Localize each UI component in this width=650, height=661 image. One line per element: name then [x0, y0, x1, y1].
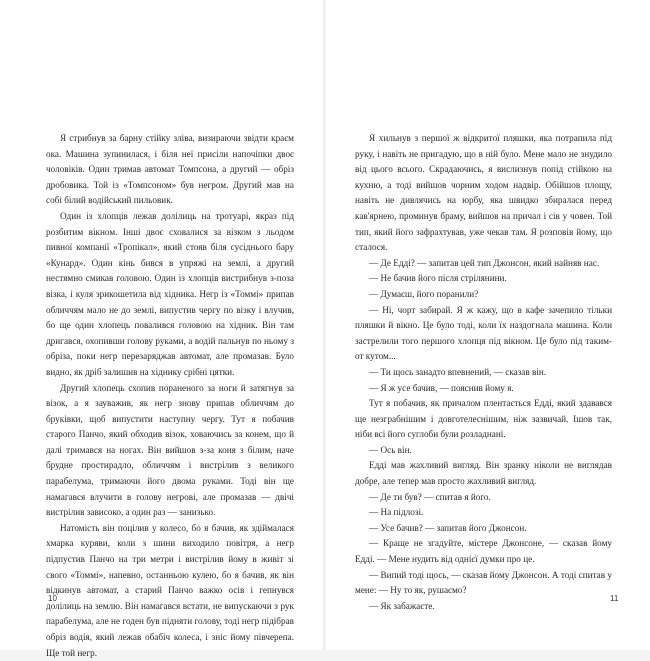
paragraph: Другий хлопець схопив пораненого за ноги й затягнув за візок, а я зауважив, як негр знову припав обличчям до бруківки, щоб випустити наступну чергу. Тут я побачив старого Панчо, який обходив візок, ховаючись за конем, що й далі тримався на ногах. Він вийшов з-за коня з білим, наче брудне простирадло, обличчям і вистрілив з великого парабелума, тримаючи його двома руками. Тоді він ще намагався влучити в голову негрові, але промазав — двічі вистрілив зависоко, а один раз — занизько. [46, 382, 294, 518]
paragraph: Один із хлопців лежав долілиць на тротуарі, якраз під розбитим вікном. Інші двоє сховалися за візком з льодом пивної компанії «Тропікал», який стояв біля сусіднього бару «Кунард». Один кінь бився в упряжі на землі, а другий нестямно смикав головою. Один із хлопців вистрибнув з-поза візка, і куля зрикошетила від хідника. Негр із «Томмі» припав обличчям мало не до землі, випустив чергу по візку і влучив, бо ще один хлопець повалився головою на хідник. Він там дригався, охопивши голову руками, а водій пальнув по ньому з обріза, поки негр перезаряджав автомат, але промазав. Було видно, як дріб залишив на хіднику срібні цятки. [46, 210, 294, 377]
paragraph: — Усе бачив? — запитав його Джонсон. [369, 522, 527, 533]
page-number: 10 [48, 594, 57, 603]
left-page [0, 0, 324, 658]
paragraph: Я стрибнув за барну стійку зліва, визираючи звідти краєм ока. Машина зупинилася, і біля неї присіли напочіпки двоє чоловіків. Один тримав автомат Томпсона, а другий — обріз дробовика. Той із «Томпсоном» був негром. Другий мав на собі білий водійський пильовик. [46, 133, 294, 206]
paragraph: — Випий тоді щось, — сказав йому Джонсон. А тоді спитав у мене: — Ну то як, рушаємо? [355, 569, 612, 596]
paragraph: — Де Едді? — запитав цей тип Джонсон, який найняв нас. [369, 257, 600, 268]
right-page-text [355, 131, 612, 614]
paragraph: — Краще не згадуйте, містере Джонсоне, — сказав йому Едді. — Мене нудить від однієї думки про це. [355, 538, 612, 565]
paragraph: — Ось він. [369, 444, 412, 455]
left-page-text [46, 131, 294, 661]
paragraph: — Де ти був? — спитав я його. [369, 491, 491, 502]
paragraph: — На підлозі. [369, 507, 424, 518]
right-page [326, 0, 650, 650]
paragraph: — Думаєш, його поранили? [369, 288, 479, 299]
paragraph: — Я ж усе бачив, — пояснив йому я. [369, 382, 514, 393]
paragraph: Едді мав жахливий вигляд. Він зранку ніколи не виглядав добре, але тепер мав просто жахливий вигляд. [355, 460, 612, 487]
page-number: 11 [610, 594, 619, 603]
paragraph: — Ти щось занадто впевнений, — сказав він. [369, 366, 547, 377]
paragraph: — Не бачив його після стрілянини. [369, 273, 507, 284]
paragraph: Тут я побачив, як причалом плентається Едді, який здавався ще незграбнішим і довготелеснішим, ніж зазвичай. Ішов так, ніби всі його суглоби були розладнані. [355, 398, 612, 440]
paragraph: — Ні, чорт забирай. Я ж кажу, що в кафе зачепило тільки пляшки й вікно. Це було тоді, коли їх наздогнала машина. Коли застрелили того першого хлопця під вікном. Це було під таким-от кутом... [355, 304, 612, 362]
paragraph: — Як забажаєте. [369, 600, 435, 611]
paragraph: Натомість він поцілив у колесо, бо я бачив, як здіймалася хмарка куряви, коли з шини виходило повітря, а негр підпустив Панчо на три метри і вистрілив йому в живіт зі свого «Томмі», напевно, останньою кулею, бо я бачив, як він відкинув автомат, а старий Панчо важко осів і гепнувся долілиць на землю. Він намагався встати, не випускаючи з рук парабелума, але не годен був підняти голову, тоді негр підібрав обріз водія, який лежав обабіч колеса, і зніс йому півчерепа. Ще той негр. [46, 522, 294, 658]
paragraph: Я хильнув з першої ж відкритої пляшки, яка потрапила під руку, і навіть не пригадую, що в ній було. Мене мало не знудило від цього всього. Скрадаючись, я вислизнув попід стійкою на кухню, а тоді вийшов чорним ходом надвір. Обійшов площу, навіть не дивлячись на юрбу, яка швидко збиралася перед кав'ярнею, проминув браму, вийшов на причал і сів у човен. Той тип, який його зафрахтував, уже чекав там. Я розповів йому, що сталося. [355, 133, 612, 253]
